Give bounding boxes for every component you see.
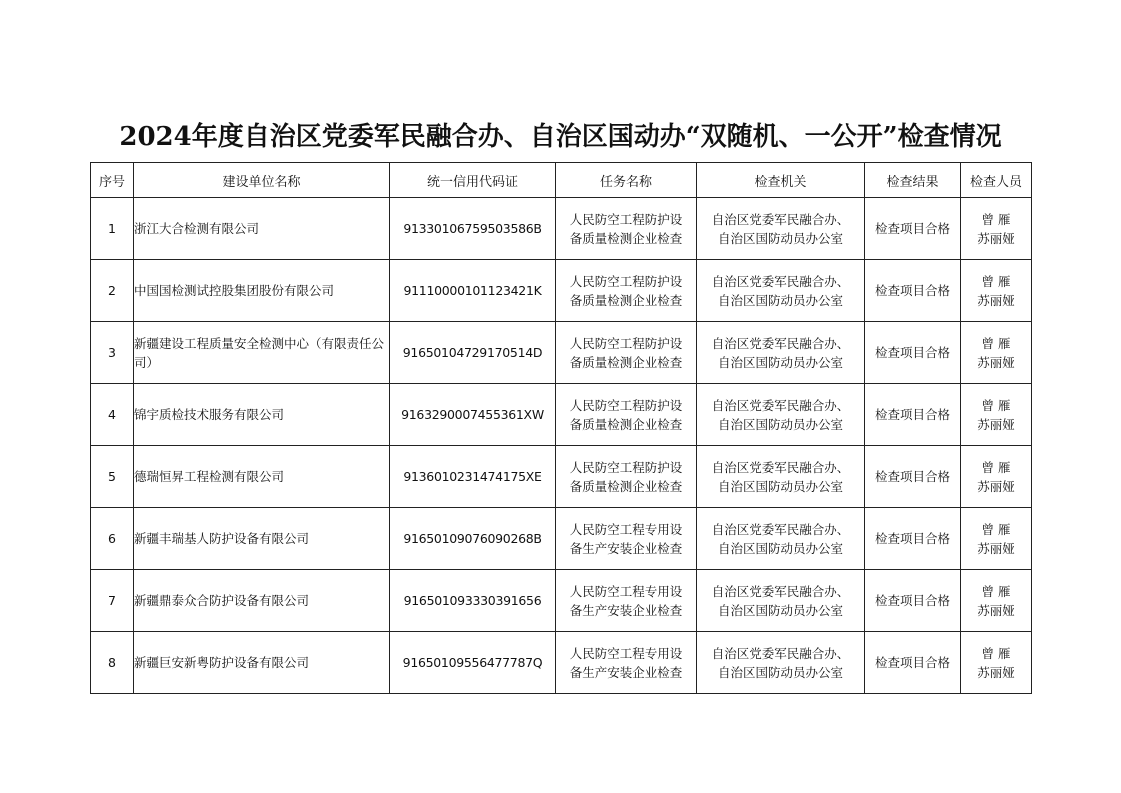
company-name: 新疆建设工程质量安全检测中心（有限责任公司） bbox=[134, 322, 390, 384]
inspector-name: 曾 雁 bbox=[981, 459, 1011, 475]
inspector-name: 苏丽娅 bbox=[977, 664, 1015, 680]
header-task: 任务名称 bbox=[556, 163, 697, 198]
row-index: 1 bbox=[91, 198, 134, 260]
company-name: 新疆丰瑞基人防护设备有限公司 bbox=[134, 508, 390, 570]
org-line: 自治区国防动员办公室 bbox=[717, 354, 843, 370]
task-line: 人民防空工程防护设 bbox=[569, 273, 683, 289]
task-name bbox=[556, 632, 697, 694]
inspector-name: 曾 雁 bbox=[981, 211, 1011, 227]
task-line: 人民防空工程防护设 bbox=[569, 211, 683, 227]
org-line: 自治区党委军民融合办、 bbox=[711, 397, 850, 413]
company-name: 德瑞恒昇工程检测有限公司 bbox=[134, 446, 390, 508]
inspector-name: 苏丽娅 bbox=[977, 478, 1015, 494]
task-line: 备生产安装企业检查 bbox=[569, 540, 683, 556]
table-row bbox=[91, 198, 1032, 260]
table-row bbox=[91, 384, 1032, 446]
company-name: 浙江大合检测有限公司 bbox=[134, 198, 390, 260]
row-index: 4 bbox=[91, 384, 134, 446]
table-row bbox=[91, 322, 1032, 384]
task-line: 备质量检测企业检查 bbox=[569, 354, 683, 370]
task-name bbox=[556, 384, 697, 446]
inspector-name: 曾 雁 bbox=[981, 397, 1011, 413]
row-index: 5 bbox=[91, 446, 134, 508]
credit-code: 916501093330391656 bbox=[390, 570, 556, 632]
table-row bbox=[91, 260, 1032, 322]
task-line: 备生产安装企业检查 bbox=[569, 602, 683, 618]
task-name bbox=[556, 446, 697, 508]
task-line: 人民防空工程专用设 bbox=[569, 521, 683, 537]
inspector-name: 苏丽娅 bbox=[977, 602, 1015, 618]
inspector-name: 苏丽娅 bbox=[977, 230, 1015, 246]
inspection-result: 检查项目合格 bbox=[865, 260, 961, 322]
org-line: 自治区国防动员办公室 bbox=[717, 230, 843, 246]
company-name: 中国国检测试控股集团股份有限公司 bbox=[134, 260, 390, 322]
inspection-result: 检查项目合格 bbox=[865, 508, 961, 570]
org-line: 自治区国防动员办公室 bbox=[717, 664, 843, 680]
header-org: 检查机关 bbox=[697, 163, 865, 198]
header-name: 建设单位名称 bbox=[134, 163, 390, 198]
org-line: 自治区党委军民融合办、 bbox=[711, 645, 850, 661]
org-line: 自治区党委军民融合办、 bbox=[711, 335, 850, 351]
table-row bbox=[91, 446, 1032, 508]
row-index: 8 bbox=[91, 632, 134, 694]
inspectors bbox=[961, 198, 1032, 260]
credit-code: 91110000101123421K bbox=[390, 260, 556, 322]
page-title: 2024年度自治区党委军民融合办、自治区国动办“双随机、一公开”检查情况 bbox=[119, 122, 1002, 152]
table-row bbox=[91, 632, 1032, 694]
inspector-name: 曾 雁 bbox=[981, 521, 1011, 537]
inspector-name: 曾 雁 bbox=[981, 335, 1011, 351]
inspection-result: 检查项目合格 bbox=[865, 198, 961, 260]
row-index: 3 bbox=[91, 322, 134, 384]
inspection-authority bbox=[697, 508, 865, 570]
inspection-result: 检查项目合格 bbox=[865, 384, 961, 446]
org-line: 自治区党委军民融合办、 bbox=[711, 583, 850, 599]
company-name: 新疆鼎泰众合防护设备有限公司 bbox=[134, 570, 390, 632]
inspectors bbox=[961, 446, 1032, 508]
header-index: 序号 bbox=[91, 163, 134, 198]
inspector-name: 曾 雁 bbox=[981, 645, 1011, 661]
inspection-authority bbox=[697, 570, 865, 632]
org-line: 自治区党委军民融合办、 bbox=[711, 273, 850, 289]
task-name bbox=[556, 198, 697, 260]
row-index: 2 bbox=[91, 260, 134, 322]
inspection-result: 检查项目合格 bbox=[865, 570, 961, 632]
org-line: 自治区国防动员办公室 bbox=[717, 478, 843, 494]
inspection-result: 检查项目合格 bbox=[865, 446, 961, 508]
org-line: 自治区国防动员办公室 bbox=[717, 292, 843, 308]
inspectors bbox=[961, 632, 1032, 694]
header-person: 检查人员 bbox=[961, 163, 1032, 198]
org-line: 自治区党委军民融合办、 bbox=[711, 459, 850, 475]
inspector-name: 苏丽娅 bbox=[977, 354, 1015, 370]
credit-code: 91650104729170514D bbox=[390, 322, 556, 384]
inspector-name: 苏丽娅 bbox=[977, 292, 1015, 308]
inspection-authority bbox=[697, 260, 865, 322]
task-line: 人民防空工程专用设 bbox=[569, 645, 683, 661]
inspectors bbox=[961, 322, 1032, 384]
inspectors bbox=[961, 508, 1032, 570]
inspector-name: 苏丽娅 bbox=[977, 540, 1015, 556]
inspectors bbox=[961, 570, 1032, 632]
task-line: 备质量检测企业检查 bbox=[569, 292, 683, 308]
task-line: 人民防空工程防护设 bbox=[569, 335, 683, 351]
table-row bbox=[91, 570, 1032, 632]
task-name bbox=[556, 260, 697, 322]
table-row bbox=[91, 508, 1032, 570]
header-result: 检查结果 bbox=[865, 163, 961, 198]
task-name bbox=[556, 570, 697, 632]
inspection-result: 检查项目合格 bbox=[865, 632, 961, 694]
task-line: 备质量检测企业检查 bbox=[569, 478, 683, 494]
table-header-row bbox=[91, 163, 1032, 198]
org-line: 自治区国防动员办公室 bbox=[717, 540, 843, 556]
org-line: 自治区国防动员办公室 bbox=[717, 602, 843, 618]
inspection-authority bbox=[697, 198, 865, 260]
task-name bbox=[556, 322, 697, 384]
row-index: 7 bbox=[91, 570, 134, 632]
inspectors bbox=[961, 260, 1032, 322]
inspection-authority bbox=[697, 446, 865, 508]
inspector-name: 曾 雁 bbox=[981, 273, 1011, 289]
org-line: 自治区党委军民融合办、 bbox=[711, 521, 850, 537]
inspection-authority bbox=[697, 384, 865, 446]
task-line: 人民防空工程防护设 bbox=[569, 459, 683, 475]
header-code: 统一信用代码证 bbox=[390, 163, 556, 198]
task-line: 备质量检测企业检查 bbox=[569, 416, 683, 432]
credit-code: 9163290007455361XW bbox=[390, 384, 556, 446]
inspection-result: 检查项目合格 bbox=[865, 322, 961, 384]
inspector-name: 曾 雁 bbox=[981, 583, 1011, 599]
company-name: 锦宇质检技术服务有限公司 bbox=[134, 384, 390, 446]
company-name: 新疆巨安新粤防护设备有限公司 bbox=[134, 632, 390, 694]
inspection-table bbox=[90, 162, 1032, 694]
credit-code: 91330106759503586B bbox=[390, 198, 556, 260]
org-line: 自治区国防动员办公室 bbox=[717, 416, 843, 432]
inspectors bbox=[961, 384, 1032, 446]
task-line: 人民防空工程专用设 bbox=[569, 583, 683, 599]
org-line: 自治区党委军民融合办、 bbox=[711, 211, 850, 227]
task-line: 备生产安装企业检查 bbox=[569, 664, 683, 680]
task-line: 人民防空工程防护设 bbox=[569, 397, 683, 413]
credit-code: 91650109076090268B bbox=[390, 508, 556, 570]
inspection-authority bbox=[697, 322, 865, 384]
row-index: 6 bbox=[91, 508, 134, 570]
task-line: 备质量检测企业检查 bbox=[569, 230, 683, 246]
inspector-name: 苏丽娅 bbox=[977, 416, 1015, 432]
credit-code: 9136010231474175XE bbox=[390, 446, 556, 508]
task-name bbox=[556, 508, 697, 570]
credit-code: 91650109556477787Q bbox=[390, 632, 556, 694]
inspection-authority bbox=[697, 632, 865, 694]
